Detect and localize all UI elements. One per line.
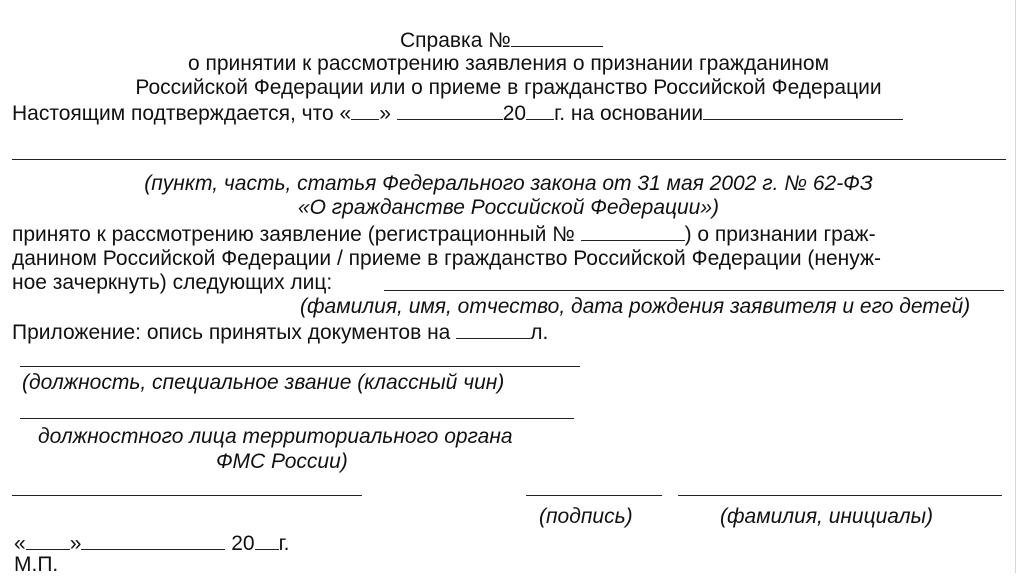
position-field[interactable] [20,366,580,367]
official-caption-line-1: должностного лица территориального органа [38,425,513,448]
title-line-2: Российской Федерации или о приеме в гражданство Российской Федерации [135,76,882,99]
law-reference-line-2: «О гражданстве Российской Федерации») [297,196,720,219]
name-initials-field[interactable] [678,495,1002,496]
accepted-line-1: принято к рассмотрению заявление (регистрационный № ) о признании граж- [12,223,876,246]
signature-caption: (подпись) [539,505,633,528]
certificate-label: Справка № [400,29,511,52]
certificate-number-field[interactable] [511,28,603,47]
attachment-line: Приложение: опись принятых документов на л. [12,321,549,344]
confirmation-line: Настоящим подтверждается, что « » 20 г. на основании [12,101,903,126]
sheet-count-field[interactable] [456,320,530,339]
signature-field[interactable] [526,495,662,496]
accepted-line-2: данином Российской Федерации / приеме в гражданство Российской Федерации (ненуж- [12,247,882,270]
official-field[interactable] [12,495,362,496]
applicants-caption: (фамилия, имя, отчество, дата рождения заявителя и его детей) [300,295,971,318]
date-year-field[interactable] [255,531,279,550]
accepted-line-3: ное зачеркнуть) следующих лиц: [12,271,333,294]
date-day-field[interactable] [26,531,70,550]
registration-number-field[interactable] [581,222,685,241]
title-line-1: о принятии к рассмотрению заявления о признании гражданином [187,52,830,75]
stamp-label: М.П. [14,553,59,576]
basis-field[interactable] [703,101,903,120]
position-field-2[interactable] [20,418,574,419]
date-line: « » 20 г. [14,532,290,555]
certificate-title [400,28,603,53]
month-field[interactable] [397,101,503,120]
official-caption-line-2: ФМС России) [216,450,348,473]
applicants-field[interactable] [384,290,1004,291]
basis-continuation-line[interactable] [12,159,1006,160]
law-reference-line-1: (пункт, часть, статья Федерального закона от 31 мая 2002 г. № 62-ФЗ [144,172,873,195]
position-caption: (должность, специальное звание (классный чин) [22,371,505,394]
year-field[interactable] [526,101,554,120]
day-field[interactable] [351,101,379,120]
date-month-field[interactable] [81,531,225,550]
name-caption: (фамилия, инициалы) [720,505,934,528]
